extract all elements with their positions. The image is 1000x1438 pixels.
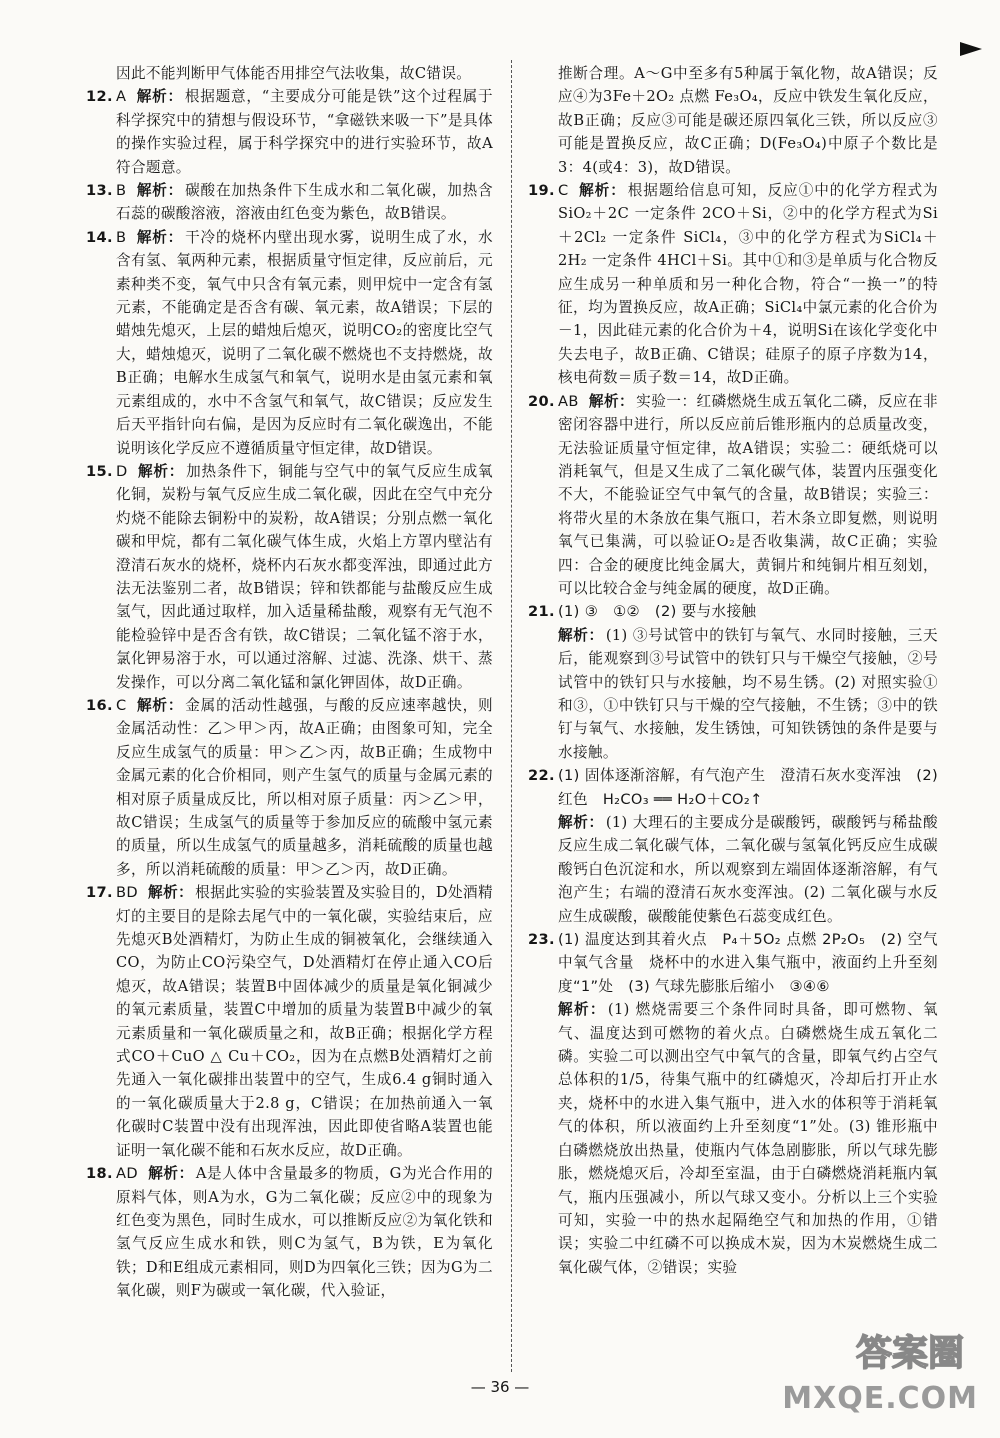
answer-key: AD: [116, 1165, 138, 1183]
explanation-label: 解析：: [147, 1165, 194, 1183]
answer-item: [528, 600, 938, 623]
explanation-label: 解析：: [558, 1001, 606, 1019]
answer-item: [528, 179, 938, 390]
question-number: 21.: [528, 603, 555, 621]
answer-key: B: [116, 228, 127, 246]
explanation-text: 根据题给信息可知，反应①中的化学方程式为SiO₂＋2C 一定条件 2CO＋Si，②中的化学方程式为Si＋2Cl₂ 一定条件 SiCl₄，③中的化学方程式为SiCl₄＋2H₂ 一定条件 4HCl＋Si。其中①和③是单质与化合物反应生成另一种单质和另一种化合物，符合“一换一”的特征，均为置换反应，故A正确；SiCl₄中氯元素的化合价为－1，因此硅元素的化合价为＋4，说明Si在该化学变化中失去电子，故B正确、C错误；硅原子的原子序数为14，核电荷数＝质子数＝14，故D正确。: [558, 182, 938, 387]
question-number: 23.: [528, 931, 555, 949]
explanation-label: 解析：: [588, 392, 635, 410]
answer-item: [86, 881, 493, 1162]
watermark-text: MXQE.COM: [782, 1381, 978, 1416]
explanation-paragraph: [528, 998, 938, 1279]
answer-item: [528, 764, 938, 811]
answer-key: B: [116, 182, 127, 200]
answer-key: (1) 温度达到其着火点 P₄＋5O₂ 点燃 2P₂O₅ (2) 空气中氧气含量 烧杯中的水进入集气瓶中，液面约上升至刻度“1”处 (3) 气球先膨胀后缩小 ③④⑥: [558, 931, 938, 995]
explanation-label: 解析：: [578, 182, 626, 200]
answer-item: [86, 85, 493, 179]
question-number: 17.: [86, 884, 113, 902]
explanation-label: 解析：: [136, 182, 184, 200]
explanation-text: 根据题意，“主要成分可能是铁”这个过程属于科学探究中的猜想与假设环节，“拿磁铁来吸一下”是具体的操作实验过程，属于科学探究中的进行实验环节，故A符合题意。: [116, 88, 493, 176]
explanation-text: 加热条件下，铜能与空气中的氧气反应生成氧化铜，炭粉与氧气反应生成二氧化碳，因此在空气中充分灼烧不能除去铜粉中的炭粉，故A错误；分别点燃一氧化碳和甲烷，都有二氧化碳气体生成，火焰上方罩内壁沾有澄清石灰水的烧杯，烧杯内石灰水都变浑浊，即通过此方法无法鉴别二者，故B错误；锌和铁都能与盐酸反应生成氢气，因此通过取样，加入适量稀盐酸，观察有无气泡不能检验锌中是否含有铁，故C错误；二氧化锰不溶于水，氯化钾易溶于水，可以通过溶解、过滤、洗涤、烘干、蒸发操作，可以分离二氧化锰和氯化钾固体，故D正确。: [116, 462, 493, 691]
question-number: 15.: [86, 462, 113, 480]
answer-item: [528, 928, 938, 998]
explanation-text: (1) ③号试管中的铁钉与氧气、水同时接触，三天后，能观察到③号试管中的铁钉只与干燥空气接触，②号试管中的铁钉只与水接触，均不易生锈。(2) 对照实验①和③，①中铁钉只与干燥的空气接触，不生锈；③中的铁钉与氧气、水接触，发生锈蚀，可知铁锈蚀的条件是要与水接触。: [558, 626, 938, 761]
explanation-text: 金属的活动性越强，与酸的反应速率越快，则金属活动性：乙＞甲＞丙，故A正确；由图象可知，完全反应生成氢气的质量：甲＞乙＞丙，故B正确；生成物中金属元素的化合价相同，则产生氢气的质量与金属元素的相对原子质量成反比，所以相对原子质量：丙＞乙＞甲，故C错误；生成氢气的质量等于参加反应的硫酸中氢元素的质量，所以生成氢气的质量越多，消耗硫酸的质量也越多，所以消耗硫酸的质量：甲＞乙＞丙，故D正确。: [116, 696, 493, 878]
answer-key: (1) 固体逐渐溶解，有气泡产生 澄清石灰水变浑浊 (2) 红色 H₂CO₃ ══ H₂O＋CO₂↑: [558, 767, 938, 808]
explanation-text: A是人体中含量最多的物质，G为光合作用的原料气体，则A为水，G为二氧化碳；反应②中的现象为红色变为黑色，同时生成水，可以推断反应②为氧化铁和氢气反应生成水和铁，则C为氢气，B为铁，E为氧化铁；D和E组成元素相同，则D为四氧化三铁；因为G为二氧化碳，则F为碳或一氧化碳，代入验证，: [116, 1165, 493, 1300]
explanation-text: 因此不能判断甲气体能否用排空气法收集，故C错误。: [116, 65, 472, 82]
explanation-text: 干冷的烧杯内壁出现水雾，说明生成了水，水含有氢、氧两种元素，根据质量守恒定律，反应前后，元素种类不变，氧气中只含有氧元素，则甲烷中一定含有氢元素，不能确定是否含有碳、氧元素，故A错误；下层的蜡烛先熄灭，上层的蜡烛后熄灭，说明CO₂的密度比空气大，蜡烛熄灭，说明了二氧化碳不燃烧也不支持燃烧，故B正确；电解水生成氢气和氧气，说明水是由氢元素和氧元素组成的，水中不含氢气和氧气，故C错误；反应发生后天平指针向右偏，是因为反应时有二氧化碳逸出，不能说明该化学反应不遵循质量守恒定律，故D错误。: [116, 228, 493, 457]
answer-item: [528, 390, 938, 601]
explanation-label: 解析：: [147, 884, 194, 902]
answer-key: C: [558, 182, 569, 200]
answer-key: A: [116, 88, 127, 106]
explanation-paragraph: [528, 62, 938, 179]
explanation-text: (1) 大理石的主要成分是碳酸钙，碳酸钙与稀盐酸反应生成二氧化碳气体，二氧化碳与氢氧化钙反应生成碳酸钙白色沉淀和水，所以观察到左端固体逐渐溶解，有气泡产生；右端的澄清石灰水变浑浊。(2) 二氧化碳与水反应生成碳酸，碳酸能使紫色石蕊变成红色。: [558, 814, 938, 925]
explanation-paragraph: [528, 624, 938, 764]
column-divider: [511, 60, 512, 1372]
explanation-label: 解析：: [137, 462, 185, 480]
answer-key: C: [116, 696, 127, 714]
page-number: — 36 —: [470, 1378, 530, 1396]
answer-item: [86, 1162, 493, 1302]
explanation-paragraph: [528, 811, 938, 928]
question-number: 20.: [528, 392, 555, 410]
explanation-label: 解析：: [136, 696, 184, 714]
explanation-label: 解析：: [558, 814, 604, 831]
watermark-logo: 答案圈: [855, 1333, 964, 1374]
answer-key: (1) ③ ①② (2) 要与水接触: [558, 603, 757, 621]
question-number: 14.: [86, 228, 113, 246]
question-number: 19.: [528, 182, 555, 200]
explanation-paragraph: [86, 62, 493, 85]
explanation-label: 解析：: [558, 626, 604, 644]
right-column: [528, 62, 938, 1279]
explanation-text: 实验一：红磷燃烧生成五氧化二磷，反应在非密闭容器中进行，所以反应前后锥形瓶内的总质量改变，无法验证质量守恒定律，故A错误；实验二：硬纸烧可以消耗氧气，但是又生成了二氧化碳气体，装置内压强变化不大，不能验证空气中氧气的含量，故B错误；实验三：将带火星的木条放在集气瓶口，若木条立即复燃，则说明氧气已集满，可以验证O₂是否收集满，故C正确；实验四：合金的硬度比纯金属大，黄铜片和纯铜片相互刻划，可以比较合金与纯金属的硬度，故D正确。: [558, 392, 938, 597]
answer-key: D: [116, 462, 128, 480]
answer-item: [86, 694, 493, 881]
page-turn-arrow-icon: [960, 42, 982, 56]
question-number: 13.: [86, 182, 113, 200]
answer-item: [86, 460, 493, 694]
question-number: 16.: [86, 696, 113, 714]
answer-key: AB: [558, 392, 579, 410]
explanation-label: 解析：: [136, 228, 184, 246]
answer-key: BD: [116, 884, 138, 902]
left-column: [86, 62, 493, 1303]
question-number: 12.: [86, 88, 113, 106]
explanation-text: 碳酸在加热条件下生成水和二氧化碳，加热含石蕊的碳酸溶液，溶液由红色变为紫色，故B错误。: [116, 182, 493, 223]
answer-item: [86, 226, 493, 460]
explanation-label: 解析：: [136, 88, 183, 106]
explanation-text: (1) 燃烧需要三个条件同时具备，即可燃物、氧气、温度达到可燃物的着火点。白磷燃烧生成五氧化二磷。实验二可以测出空气中氧气的含量，即氧气约占空气总体积的1/5，待集气瓶中的红磷熄灭，冷却后打开止水夹，烧杯中的水进入集气瓶中，进入水的体积等于消耗氧气的体积，所以液面约上升至刻度“1”处。(3) 锥形瓶中白磷燃烧放出热量，使瓶内气体急剧膨胀，所以气球先膨胀，燃烧熄灭后，冷却至室温，由于白磷燃烧消耗瓶内氧气，瓶内压强减小，所以气球又变小。分析以上三个实验可知，实验一中的热水起隔绝空气和加热的作用，①错误；实验二中红磷不可以换成木炭，因为木炭燃烧生成二氧化碳气体，②错误；实验: [558, 1001, 938, 1276]
question-number: 22.: [528, 767, 555, 785]
question-number: 18.: [86, 1165, 113, 1183]
explanation-text: 根据此实验的实验装置及实验目的，D处酒精灯的主要目的是除去尾气中的一氧化碳，实验结束后，应先熄灭B处酒精灯，为防止生成的铜被氧化，会继续通入CO，为防止CO污染空气，D处酒精灯在停止通入CO后熄灭，故A错误；装置B中固体减少的质量是氧化铜减少的氧元素质量，装置C中增加的质量为装置B中减少的氧元素质量和一氧化碳质量之和，故B正确；根据化学方程式CO＋CuO △ Cu＋CO₂，因为在点燃B处酒精灯之前先通入一氧化碳排出装置中的空气，生成6.4 g铜时通入的一氧化碳质量大于2.8 g，C错误；在加热前通入一氧化碳时C装置中没有出现浑浊，因此即使省略A装置也能证明一氧化碳不能和石灰水反应，故D正确。: [116, 884, 493, 1159]
answer-item: [86, 179, 493, 226]
explanation-text: 推断合理。A～G中至多有5种属于氧化物，故A错误；反应④为3Fe＋2O₂ 点燃 Fe₃O₄，反应中铁发生氧化反应，故B正确；反应③可能是碳还原四氧化三铁，所以反应③可能是置换反应，故C正确；D(Fe₃O₄)中原子个数比是3：4(或4：3)，故D错误。: [558, 65, 938, 176]
